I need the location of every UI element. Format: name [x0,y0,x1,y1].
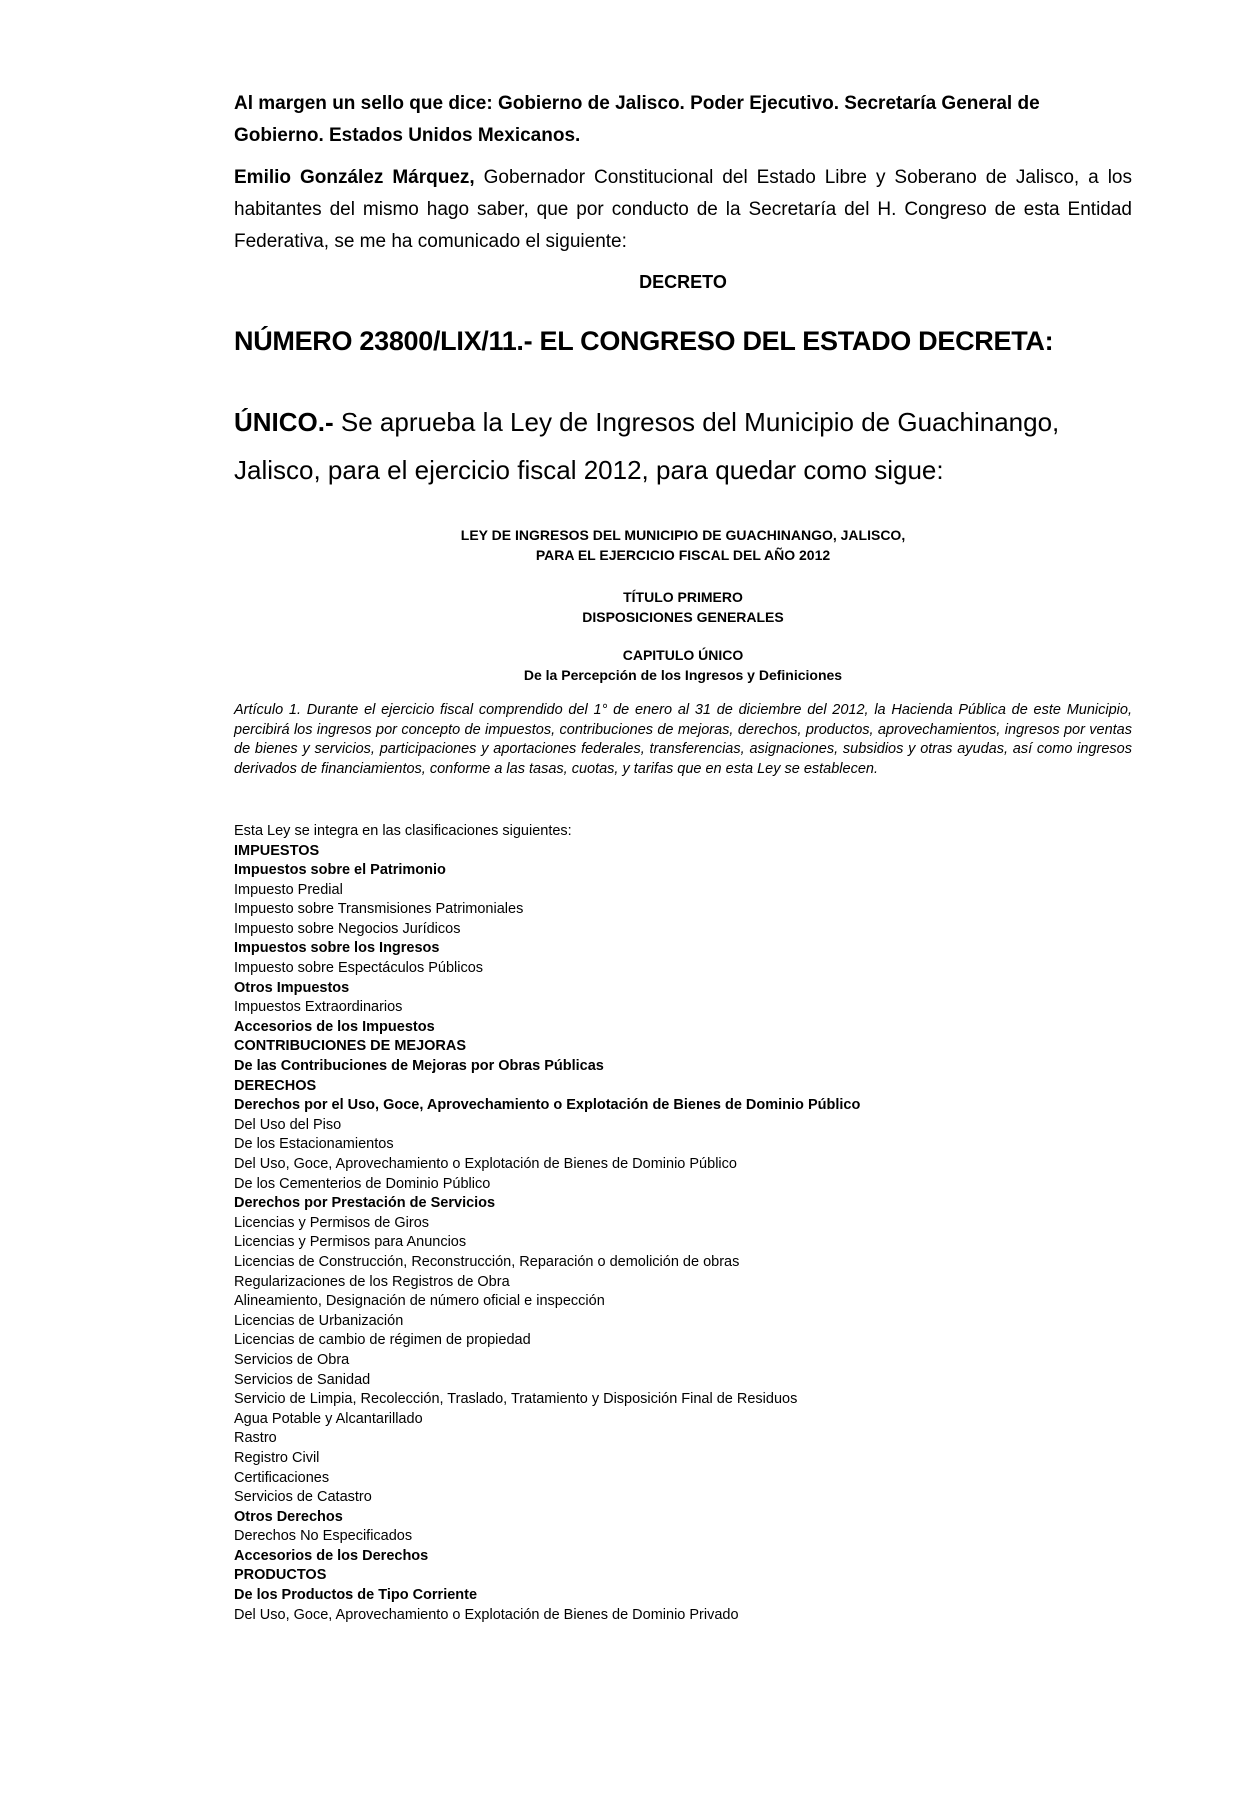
titulo-label: TÍTULO PRIMERO [623,589,743,605]
classification-item: Servicio de Limpia, Recolección, Traslado, Tratamiento y Disposición Final de Residuos [234,1391,798,1408]
classification-item: Licencias y Permisos de Giros [234,1214,430,1231]
classification-item: Servicios de Catastro [234,1489,372,1506]
capitulo-subtitle: De la Percepción de los Ingresos y Definiciones [523,667,843,683]
classification-item: Derechos por el Uso, Goce, Aprovechamiento o Explotación de Bienes de Dominio Público [234,1097,861,1114]
classification-item: Impuesto sobre Espectáculos Públicos [234,960,484,977]
classification-item: Del Uso del Piso [234,1116,342,1133]
classification-item: Licencias de Urbanización [234,1312,404,1329]
classification-item: Impuesto sobre Transmisiones Patrimoniales [234,901,524,918]
law-title [234,525,1132,565]
classification-item: Del Uso, Goce, Aprovechamiento o Explotación de Bienes de Dominio Público [234,1156,737,1172]
classification-item: Licencias y Permisos para Anuncios [234,1234,467,1251]
classification-item: Alineamiento, Designación de número oficial e inspección [234,1293,605,1310]
capitulo-label: CAPITULO ÚNICO [622,647,744,663]
capitulo-heading [234,645,1132,685]
classification-item: Impuesto Predial [234,881,343,898]
unico-label: ÚNICO.- [234,407,334,437]
classification-item: Otros Derechos [234,1508,343,1525]
decree-number-heading: NÚMERO 23800/LIX/11.- EL CONGRESO DEL ESTADO DECRETA: [234,326,1054,356]
classifications-list [234,842,1132,1626]
classification-item: De los Estacionamientos [234,1136,394,1153]
classification-item: PRODUCTOS [234,1567,327,1584]
classification-item: CONTRIBUCIONES DE MEJORAS [234,1038,467,1055]
unico-text: Se aprueba la Ley de Ingresos del Municipio de Guachinango, Jalisco, para el ejercicio fiscal 2012, para quedar como sigue: [234,407,1060,485]
classification-item: IMPUESTOS [234,842,320,859]
law-title-line-2: PARA EL EJERCICIO FISCAL DEL AÑO 2012 [535,547,831,563]
classification-item: Registro Civil [234,1449,320,1466]
classification-item: Agua Potable y Alcantarillado [234,1410,423,1427]
classification-item: DERECHOS [234,1077,317,1094]
decreto-heading: DECRETO [639,272,727,292]
classification-item: Licencias de Construcción, Reconstrucción, Reparación o demolición de obras [234,1253,740,1270]
classification-item: Impuestos sobre los Ingresos [234,940,440,957]
unico-paragraph [234,398,1132,494]
classification-item: Certificaciones [234,1469,330,1486]
classification-item: Impuesto sobre Negocios Jurídicos [234,920,461,937]
classification-item: Del Uso, Goce, Aprovechamiento o Explotación de Bienes de Dominio Privado [234,1606,739,1623]
law-title-line-1: LEY DE INGRESOS DEL MUNICIPIO DE GUACHINANGO, JALISCO, [460,527,906,543]
governor-name: Emilio González Márquez, [234,167,475,188]
articulo-1-paragraph: Artículo 1. Durante el ejercicio fiscal comprendido del 1° de enero al 31 de diciembre del 2012, la Hacienda Pública de este Municipio, percibirá los ingresos por concepto de impuestos, contribuciones de mejoras, derechos, productos, aprovechamientos, ingresos por ventas de bienes y servicios, participaciones y aportaciones federales, transferencias, asignaciones, subsidios y otras ayudas, así como ingresos derivados de financiamientos, conforme a las tasas, cuotas, y tarifas que en esta Ley se establecen. [234,702,1132,777]
titulo-subtitle: DISPOSICIONES GENERALES [582,609,784,625]
classification-item: Servicios de Sanidad [234,1371,371,1388]
classifications-section [234,822,1132,1625]
classification-item: Rastro [234,1430,277,1447]
classifications-intro: Esta Ley se integra en las clasificaciones siguientes: [234,823,572,839]
seal-paragraph: Al margen un sello que dice: Gobierno de Jalisco. Poder Ejecutivo. Secretaría General de Gobierno. Estados Unidos Mexicanos. [234,93,1040,146]
classification-item: Accesorios de los Impuestos [234,1018,435,1035]
classification-item: Servicios de Obra [234,1351,350,1368]
classification-item: De las Contribuciones de Mejoras por Obras Públicas [234,1058,604,1075]
titulo-heading [234,587,1132,627]
classification-item: Regularizaciones de los Registros de Obra [234,1273,510,1290]
classification-item: Impuestos Extraordinarios [234,999,403,1016]
governor-intro-paragraph [234,162,1132,258]
classification-item: De los Cementerios de Dominio Público [234,1175,491,1192]
classification-item: Licencias de cambio de régimen de propiedad [234,1332,531,1349]
classification-item: Accesorios de los Derechos [234,1547,429,1564]
classification-item: Otros Impuestos [234,979,350,996]
classification-item: Impuestos sobre el Patrimonio [234,862,446,879]
classification-item: Derechos por Prestación de Servicios [234,1195,496,1212]
governor-intro-text: Gobernador Constitucional del Estado Libre y Soberano de Jalisco, a los habitantes del mismo hago saber, que por conducto de la Secretaría del H. Congreso de esta Entidad Federativa, se me ha comunicado el siguiente: [234,167,1132,252]
classification-item: De los Productos de Tipo Corriente [234,1587,478,1604]
classification-item: Derechos No Especificados [234,1528,413,1545]
